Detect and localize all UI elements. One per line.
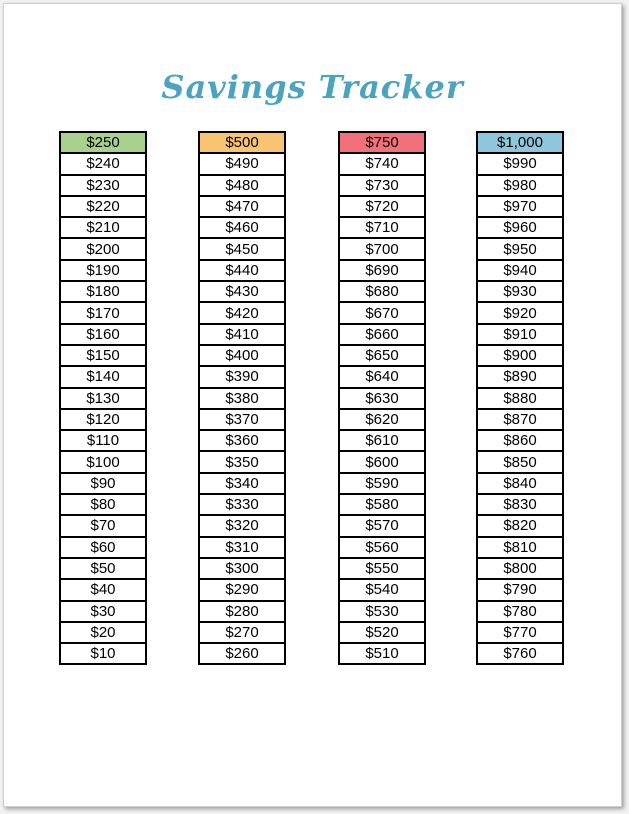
- amount-cell[interactable]: $340: [199, 473, 285, 494]
- amount-cell[interactable]: $350: [199, 451, 285, 472]
- amount-cell[interactable]: $790: [477, 579, 563, 600]
- amount-cell[interactable]: $580: [339, 494, 425, 515]
- amount-cell[interactable]: $390: [199, 366, 285, 387]
- goal-header: $500: [199, 132, 285, 153]
- amount-cell[interactable]: $680: [339, 281, 425, 302]
- amount-cell[interactable]: $20: [60, 622, 146, 643]
- amount-cell[interactable]: $740: [339, 153, 425, 174]
- amount-cell[interactable]: $760: [477, 643, 563, 664]
- amount-cell[interactable]: $280: [199, 601, 285, 622]
- amount-cell[interactable]: $30: [60, 601, 146, 622]
- amount-cell[interactable]: $550: [339, 558, 425, 579]
- amount-cell[interactable]: $570: [339, 515, 425, 536]
- amount-cell[interactable]: $980: [477, 175, 563, 196]
- amount-cell[interactable]: $120: [60, 409, 146, 430]
- amount-cell[interactable]: $360: [199, 430, 285, 451]
- amount-cell[interactable]: $140: [60, 366, 146, 387]
- amount-cell[interactable]: $730: [339, 175, 425, 196]
- amount-cell[interactable]: $830: [477, 494, 563, 515]
- amount-cell[interactable]: $640: [339, 366, 425, 387]
- amount-cell[interactable]: $210: [60, 217, 146, 238]
- amount-cell[interactable]: $990: [477, 153, 563, 174]
- goal-header: $750: [339, 132, 425, 153]
- amount-cell[interactable]: $700: [339, 238, 425, 259]
- amount-cell[interactable]: $10: [60, 643, 146, 664]
- amount-cell[interactable]: $940: [477, 260, 563, 281]
- amount-cell[interactable]: $200: [60, 238, 146, 259]
- amount-cell[interactable]: $50: [60, 558, 146, 579]
- amount-cell[interactable]: $170: [60, 302, 146, 323]
- amount-cell[interactable]: $780: [477, 601, 563, 622]
- amount-cell[interactable]: $490: [199, 153, 285, 174]
- amount-cell[interactable]: $950: [477, 238, 563, 259]
- amount-cell[interactable]: $40: [60, 579, 146, 600]
- amount-cell[interactable]: $610: [339, 430, 425, 451]
- amount-cell[interactable]: $710: [339, 217, 425, 238]
- amount-cell[interactable]: $720: [339, 196, 425, 217]
- amount-cell[interactable]: $110: [60, 430, 146, 451]
- amount-cell[interactable]: $100: [60, 451, 146, 472]
- amount-cell[interactable]: $150: [60, 345, 146, 366]
- amount-cell[interactable]: $510: [339, 643, 425, 664]
- amount-cell[interactable]: $520: [339, 622, 425, 643]
- amount-cell[interactable]: $690: [339, 260, 425, 281]
- amount-cell[interactable]: $330: [199, 494, 285, 515]
- amount-cell[interactable]: $190: [60, 260, 146, 281]
- amount-cell[interactable]: $470: [199, 196, 285, 217]
- amount-cell[interactable]: $630: [339, 388, 425, 409]
- amount-cell[interactable]: $620: [339, 409, 425, 430]
- amount-cell[interactable]: $900: [477, 345, 563, 366]
- amount-cell[interactable]: $770: [477, 622, 563, 643]
- amount-cell[interactable]: $180: [60, 281, 146, 302]
- tracker-column-1000: [476, 131, 564, 665]
- amount-cell[interactable]: $430: [199, 281, 285, 302]
- amount-cell[interactable]: $840: [477, 473, 563, 494]
- amount-cell[interactable]: $560: [339, 537, 425, 558]
- amount-cell[interactable]: $480: [199, 175, 285, 196]
- amount-cell[interactable]: $80: [60, 494, 146, 515]
- amount-cell[interactable]: $530: [339, 601, 425, 622]
- amount-cell[interactable]: $240: [60, 153, 146, 174]
- amount-cell[interactable]: $70: [60, 515, 146, 536]
- amount-cell[interactable]: $290: [199, 579, 285, 600]
- amount-cell[interactable]: $660: [339, 324, 425, 345]
- amount-cell[interactable]: $220: [60, 196, 146, 217]
- amount-cell[interactable]: $820: [477, 515, 563, 536]
- amount-cell[interactable]: $670: [339, 302, 425, 323]
- amount-cell[interactable]: $60: [60, 537, 146, 558]
- amount-cell[interactable]: $370: [199, 409, 285, 430]
- amount-cell[interactable]: $650: [339, 345, 425, 366]
- tracker-column-500: [198, 131, 286, 665]
- amount-cell[interactable]: $880: [477, 388, 563, 409]
- amount-cell[interactable]: $410: [199, 324, 285, 345]
- amount-cell[interactable]: $810: [477, 537, 563, 558]
- goal-header: $250: [60, 132, 146, 153]
- amount-cell[interactable]: $320: [199, 515, 285, 536]
- tracker-column-750: [338, 131, 426, 665]
- amount-cell[interactable]: $440: [199, 260, 285, 281]
- document-page: [3, 3, 622, 807]
- amount-cell[interactable]: $850: [477, 451, 563, 472]
- amount-cell[interactable]: $400: [199, 345, 285, 366]
- amount-cell[interactable]: $90: [60, 473, 146, 494]
- amount-cell[interactable]: $160: [60, 324, 146, 345]
- amount-cell[interactable]: $380: [199, 388, 285, 409]
- amount-cell[interactable]: $460: [199, 217, 285, 238]
- amount-cell[interactable]: $230: [60, 175, 146, 196]
- amount-cell[interactable]: $130: [60, 388, 146, 409]
- goal-header: $1,000: [477, 132, 563, 153]
- amount-cell[interactable]: $420: [199, 302, 285, 323]
- amount-cell[interactable]: $890: [477, 366, 563, 387]
- amount-cell[interactable]: $960: [477, 217, 563, 238]
- amount-cell[interactable]: $600: [339, 451, 425, 472]
- amount-cell[interactable]: $270: [199, 622, 285, 643]
- amount-cell[interactable]: $450: [199, 238, 285, 259]
- amount-cell[interactable]: $970: [477, 196, 563, 217]
- amount-cell[interactable]: $310: [199, 537, 285, 558]
- amount-cell[interactable]: $920: [477, 302, 563, 323]
- page-title: Savings Tracker: [161, 68, 464, 106]
- amount-cell[interactable]: $910: [477, 324, 563, 345]
- amount-cell[interactable]: $540: [339, 579, 425, 600]
- amount-cell[interactable]: $260: [199, 643, 285, 664]
- amount-cell[interactable]: $300: [199, 558, 285, 579]
- amount-cell[interactable]: $800: [477, 558, 563, 579]
- amount-cell[interactable]: $590: [339, 473, 425, 494]
- amount-cell[interactable]: $930: [477, 281, 563, 302]
- tracker-column-250: [59, 131, 147, 665]
- amount-cell[interactable]: $860: [477, 430, 563, 451]
- amount-cell[interactable]: $870: [477, 409, 563, 430]
